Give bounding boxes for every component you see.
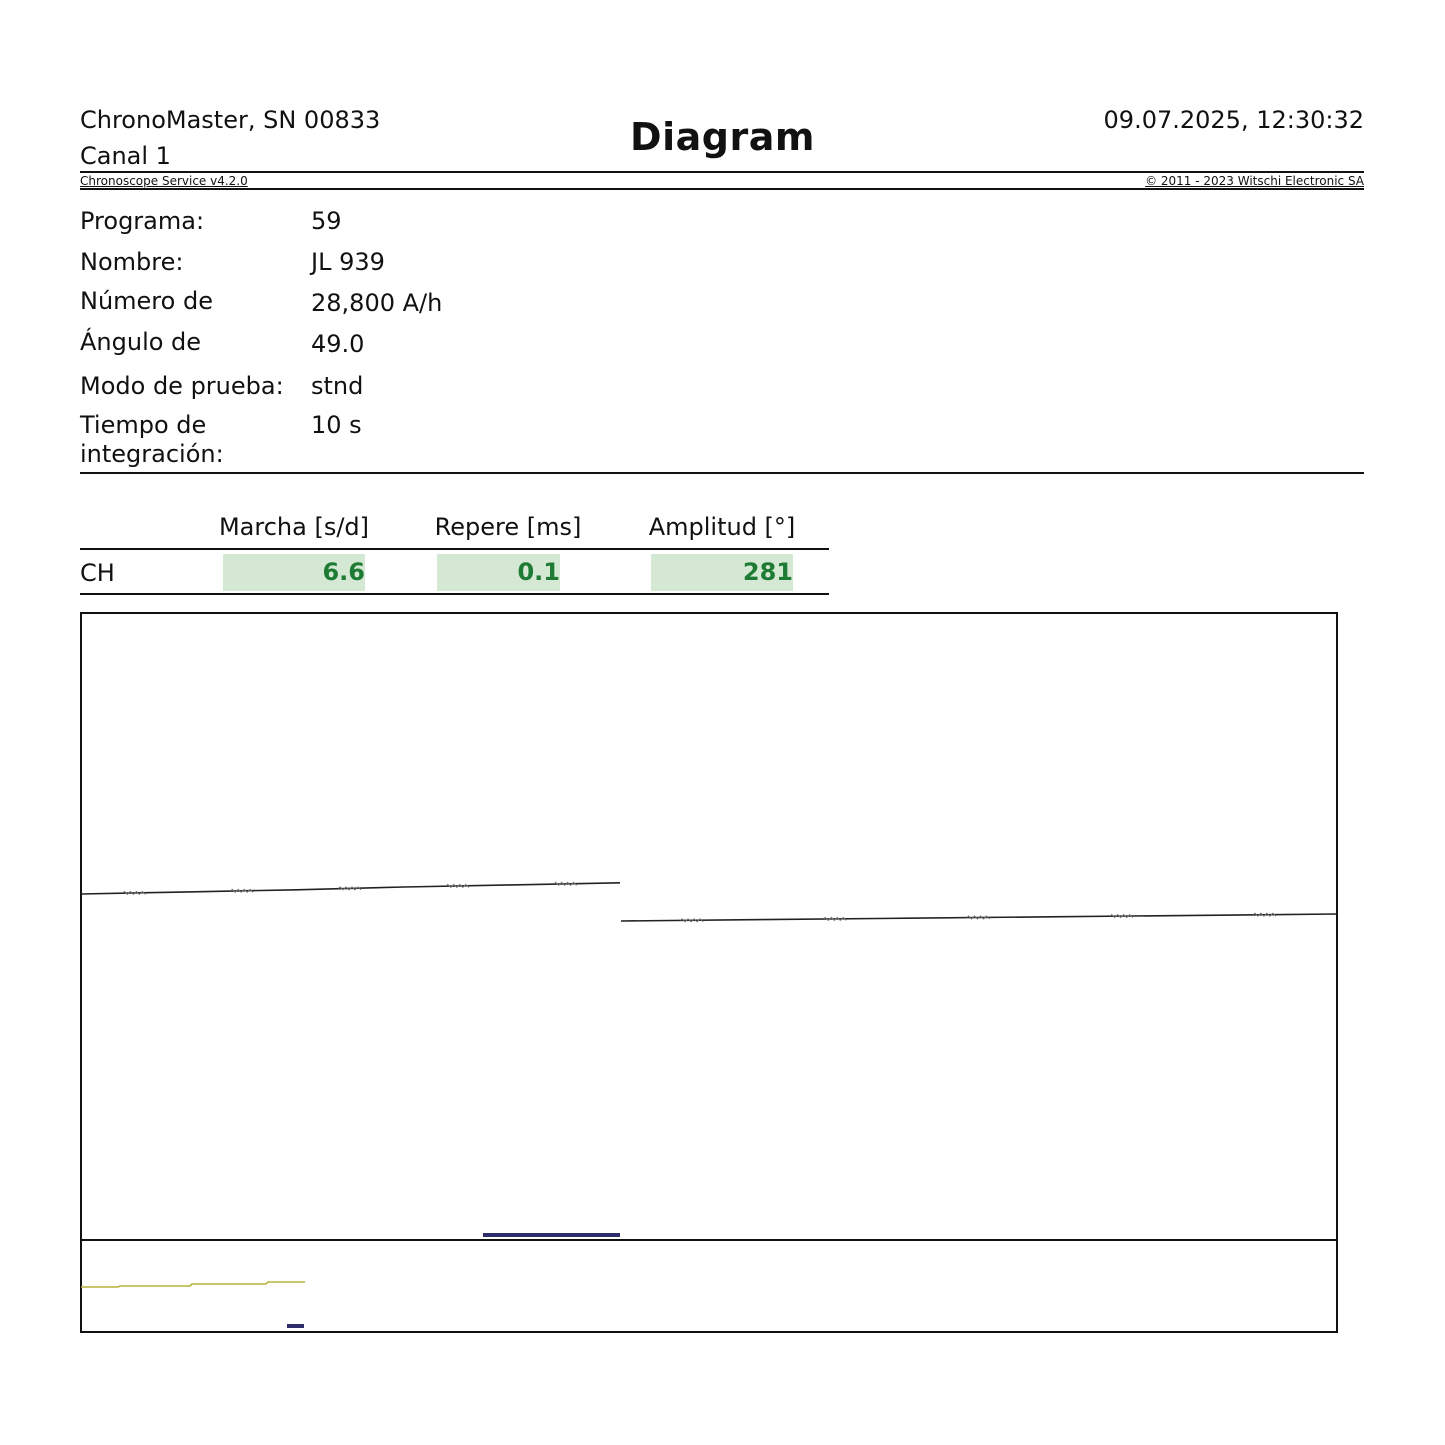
results-bottom-rule	[80, 593, 829, 595]
info-value-lift-angle: 49.0	[311, 330, 365, 358]
copyright: © 2011 - 2023 Witschi Electronic SA	[1145, 174, 1364, 188]
value-rate: 6.6	[223, 554, 365, 591]
info-divider	[80, 472, 1364, 474]
page-title: Diagram	[630, 115, 815, 159]
info-label-program: Programa:	[80, 207, 205, 235]
col-header-rate: Marcha [s/d]	[218, 513, 370, 541]
info-value-integration-time: 10 s	[311, 411, 362, 439]
diagram-svg	[80, 612, 1338, 1333]
beat-error-marker	[483, 1233, 620, 1237]
info-label-test-mode: Modo de prueba:	[80, 372, 284, 400]
amplitude-marker	[287, 1324, 304, 1328]
value-amplitude: 281	[651, 554, 793, 591]
device-name: ChronoMaster, SN 00833	[80, 106, 381, 134]
info-value-name: JL 939	[311, 248, 385, 276]
info-label-integration-time-2: integración:	[80, 440, 224, 468]
info-value-program: 59	[311, 207, 342, 235]
info-label-integration-time: Tiempo de	[80, 411, 207, 439]
col-header-beat-error: Repere [ms]	[434, 513, 582, 541]
channel-name: Canal 1	[80, 142, 171, 170]
header-rule-bottom	[80, 188, 1364, 190]
value-beat-error: 0.1	[437, 554, 560, 591]
timestamp: 09.07.2025, 12:30:32	[1103, 106, 1364, 134]
software-version: Chronoscope Service v4.2.0	[80, 174, 248, 188]
diagram-chart	[80, 612, 1338, 1333]
info-label-beat-rate: Número de	[80, 287, 213, 315]
chart-frame	[81, 613, 1337, 1332]
row-label-ch: CH	[80, 559, 115, 587]
col-header-amplitude: Amplitud [°]	[648, 513, 796, 541]
header-rule-top	[80, 171, 1364, 173]
results-header-rule	[80, 548, 829, 550]
info-value-test-mode: stnd	[311, 372, 364, 400]
info-value-beat-rate: 28,800 A/h	[311, 289, 443, 317]
info-label-name: Nombre:	[80, 248, 184, 276]
info-label-lift-angle: Ángulo de	[80, 328, 202, 356]
